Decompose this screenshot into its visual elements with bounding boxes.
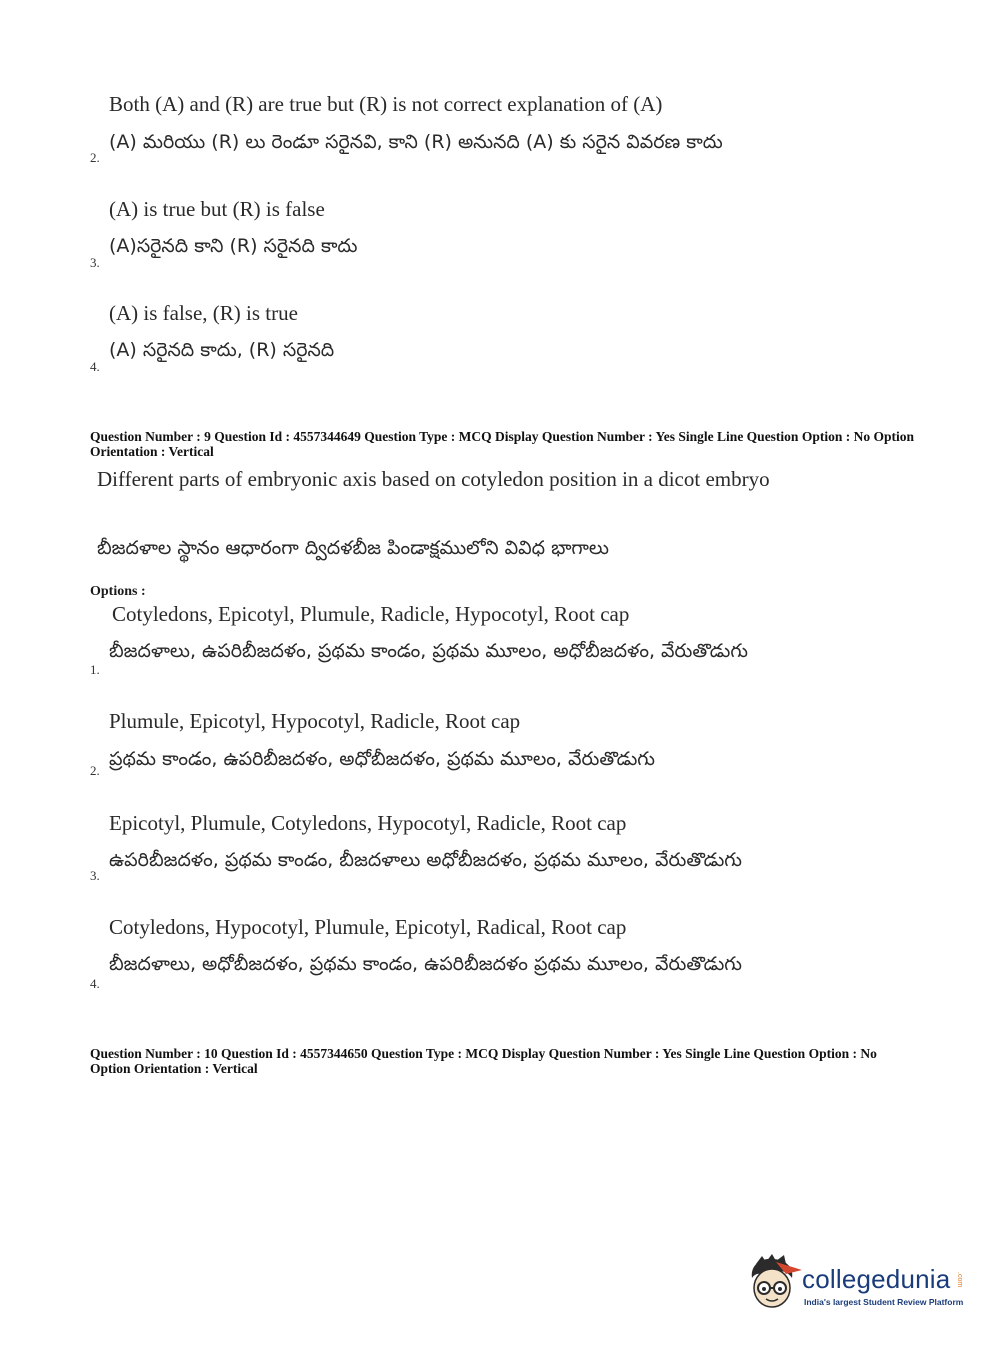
option-english: Both (A) and (R) are true but (R) is not correct explanation of (A) — [109, 92, 663, 116]
option-number: 3. — [90, 868, 100, 883]
logo-tagline: India's largest Student Review Platform — [804, 1297, 964, 1307]
options-label: Options : — [90, 584, 146, 599]
question-meta: Question Number : 9 Question Id : 4557344649 Question Type : MCQ Display Question Number : Yes Single Line Question Option : No Option Orientation : Vertical — [90, 429, 914, 459]
option-number: 4. — [90, 976, 100, 991]
logo-wordmark: collegedunia — [802, 1264, 951, 1294]
option-number: 4. — [90, 359, 100, 374]
question-meta: Question Number : 10 Question Id : 4557344650 Question Type : MCQ Display Question Number : Yes Single Line Question Option : No Option Orientation : Vertical — [90, 1046, 877, 1076]
option-telugu: బీజదళాలు, అధోబీజదళం, ప్రథమ కాండం, ఉపరిబీజదళం ప్రథమ మూలం, వేరుతొడుగు — [109, 953, 742, 975]
option-english: Epicotyl, Plumule, Cotyledons, Hypocotyl, Radicle, Root cap — [109, 811, 627, 835]
option-english: Cotyledons, Epicotyl, Plumule, Radicle, Hypocotyl, Root cap — [112, 602, 630, 626]
option-english: Cotyledons, Hypocotyl, Plumule, Epicotyl, Radical, Root cap — [109, 915, 627, 939]
option-telugu: (A)సరైనది కాని (R) సరైనది కాదు — [109, 235, 358, 257]
mascot-icon — [742, 1252, 804, 1314]
option-english: Plumule, Epicotyl, Hypocotyl, Radicle, Root cap — [109, 709, 521, 733]
logo-suffix: .com — [956, 1272, 963, 1288]
option-telugu: ఉపరిబీజదళం, ప్రథమ కాండం, బీజదళాలు అధోబీజదళం, ప్రథమ మూలం, వేరుతొడుగు — [109, 849, 742, 871]
question-text-telugu: బీజదళాల స్థానం ఆధారంగా ద్విదళబీజ పిండాక్షములోని వివిధ భాగాలు — [97, 537, 609, 559]
collegedunia-logo — [742, 1250, 972, 1320]
option-english: (A) is true but (R) is false — [109, 197, 325, 221]
option-number: 1. — [90, 662, 100, 677]
option-english: (A) is false, (R) is true — [109, 301, 298, 325]
option-number: 2. — [90, 150, 100, 165]
option-telugu: (A) మరియు (R) లు రెండూ సరైనవి, కాని (R) అనునది (A) కు సరైన వివరణ కాదు — [109, 131, 723, 153]
option-telugu: బీజదళాలు, ఉపరిబీజదళం, ప్రథమ కాండం, ప్రథమ మూలం, అధోబీజదళం, వేరుతొడుగు — [109, 640, 748, 662]
question-text-english: Different parts of embryonic axis based on cotyledon position in a dicot embryo — [97, 467, 770, 491]
option-telugu: ప్రథమ కాండం, ఉపరిబీజదళం, అధోబీజదళం, ప్రథమ మూలం, వేరుతొడుగు — [109, 748, 655, 770]
option-telugu: (A) సరైనది కాదు, (R) సరైనది — [109, 339, 335, 361]
option-number: 3. — [90, 255, 100, 270]
option-number: 2. — [90, 763, 100, 778]
